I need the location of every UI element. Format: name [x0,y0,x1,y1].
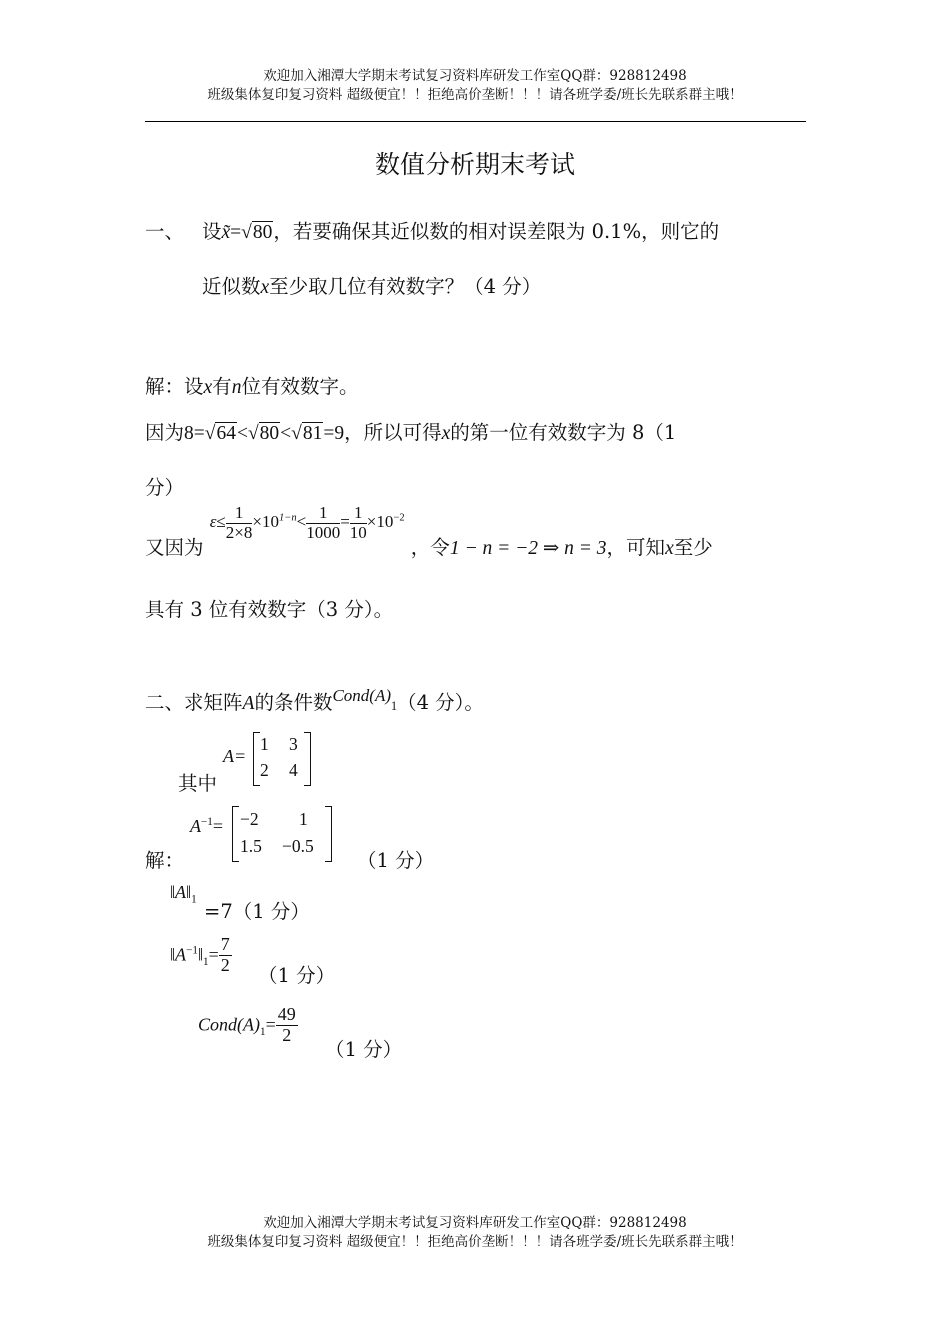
matrix-Ainv-cell: −0.5 [282,836,314,856]
page-title: 数值分析期末考试 [374,150,575,179]
matrix-A-cell: 3 [289,734,298,754]
matrix-A-inverse [232,806,332,862]
q2-cond-result: $Cond(A)_1=$ $\frac{49}{2}$ [198,1004,296,1045]
header-line-2: 班级集体复印复习资料 超级便宜！！拒绝高价垄断！！！请各班学委/班长先联系群主哦！ [207,87,743,103]
q2-qizhong: 其中 [178,772,218,795]
q2-Ainv-label: $A^{-1}=$ [190,816,224,836]
q2-points-3: （1 分） [325,1038,403,1061]
matrix-A-cell: 1 [260,734,269,754]
s1-line-2: 因为8=√64<√80<√81=9，所以可得x的第一位有效数字为 8（1 [145,421,677,444]
footer-line-2: 班级集体复印复习资料 超级便宜！！拒绝高价垄断！！！请各班学委/班长先联系群主哦！ [207,1234,743,1250]
footer-line-1: 欢迎加入湘潭大学期末考试复习资料库研发工作室QQ群：928812498 [263,1215,687,1231]
q2-line-1: 二、求矩阵A的条件数$Cond(A)_1(4$ 分）。 [145,686,484,714]
q1-number: 一、 [145,220,185,243]
matrix-A-cell: 4 [289,760,298,780]
s1-line-4: 又因为 ε≤ $\frac{1}{2\times 8}$ $\times 10^{1-n}<$ $\frac{1}{1000}$ = $\frac{1}{10}$ $\times 10^{-2}$ ，令1 − n = −2 ⇒ n = 3，可知x至少 [145,503,713,559]
header-line-1: 欢迎加入湘潭大学期末考试复习资料库研发工作室QQ群：928812498 [263,68,687,84]
q2-points-1: （1 分） [357,849,435,872]
q1-sqrt-80: √80 [241,222,273,243]
q1-text-set: 设 [202,220,222,243]
s1-line-3: 分） [145,476,185,499]
matrix-Ainv-cell: −2 [240,809,259,829]
q1-line-1 [202,216,719,244]
q2-norm-A: $‖A‖_1$ [170,882,197,906]
q2-jie: 解： [145,849,185,872]
q1-line-2: 近似数x至少取几位有效数字？（4 分） [202,275,542,298]
q2-points-2: （1 分） [258,964,336,987]
matrix-A [253,732,311,786]
q2-norm-Ainv: $‖A^{-1}‖_1=$ $\frac{7}{2}$ [170,934,230,975]
s1-line-5: 具有 3 位有效数字（3 分）。 [145,598,394,621]
q2-norm-A-value: =7（1 分） [204,900,310,923]
matrix-Ainv-cell: 1.5 [240,836,262,856]
q1-eq: = [230,222,242,243]
matrix-A-cell: 2 [260,760,269,780]
q1-x-tilde: x̃ [221,222,231,243]
q1-text-rest: ，若要确保其近似数的相对误差限为 0.1%，则它的 [273,220,720,243]
s1-epsilon-inequality: ε≤ $\frac{1}{2\times 8}$ $\times 10^{1-n}<$ $\frac{1}{1000}$ = $\frac{1}{10}$ $\times 10^{-2}$ [209,503,405,542]
s1-line-1: 解：设x有n位有效数字。 [145,375,359,398]
q2-A-eq: A= [223,746,247,766]
header-divider [145,121,806,122]
matrix-Ainv-cell: 1 [299,809,308,829]
